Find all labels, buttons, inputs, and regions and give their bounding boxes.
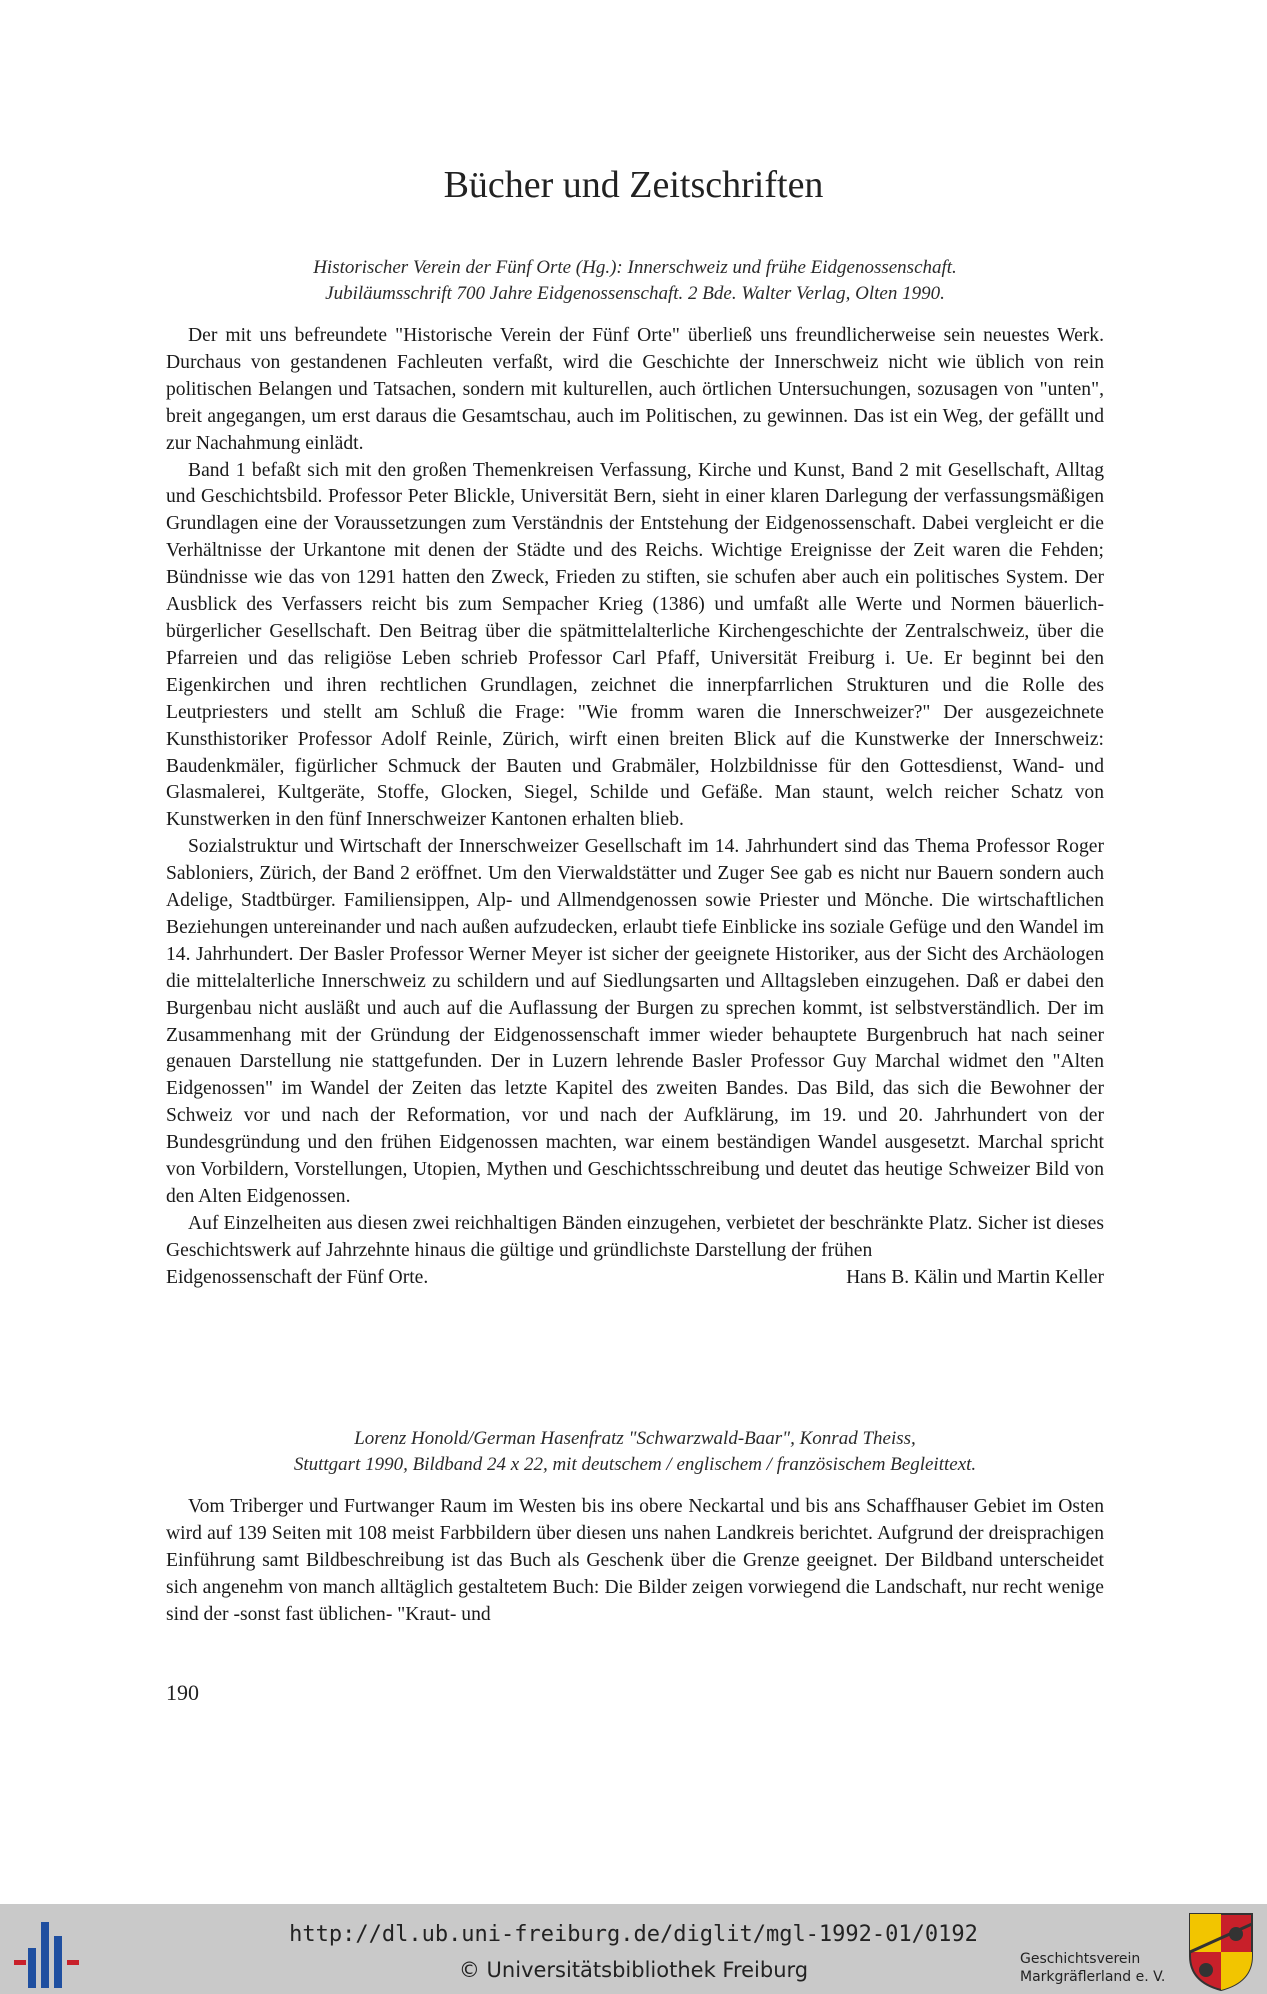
page-number: 190 [166, 1680, 199, 1705]
review-paragraph-end: Eidgenossenschaft der Fünf Orte. [166, 1266, 429, 1288]
citation-line: Stuttgart 1990, Bildband 24 x 22, mit deutschem / englischem / französischem Begleittext. [293, 1454, 977, 1475]
review-paragraph: Sozialstruktur und Wirtschaft der Innerschweizer Gesellschaft im 14. Jahrhundert sind das Thema Professor Roger Sabloniers, Zürich, der Band 2 eröffnet. Um den Vierwaldstätter und Zuger See gab es nicht nur Bauern sondern auch Adelige, Stadtbürger. Familiensippen, Alp- und Allmendgenossen sowie Priester und Mönche. Die wirtschaftlichen Beziehungen untereinander und nach außen aufzudecken, erlaubt tiefe Einblicke ins soziale Gefüge und den Wandel im 14. Jahrhundert. Der Basler Professor Werner Meyer ist sicher der geeignete Historiker, aus der Sicht des Archäologen die mittelalterliche Innerschweiz zu schildern und auf Siedlungsarten und Alltagsleben einzugehen. Daß er dabei den Burgenbau nicht ausläßt und auch auf die Auflassung der Burgen zu sprechen kommt, ist selbstverständlich. Der im Zusammenhang mit der Gründung der Eidgenossenschaft immer wieder behauptete Burgenbruch hat nach seiner genauen Darstellung nie stattgefunden. Der in Luzern lehrende Basler Professor Guy Marchal widmet den "Alten Eidgenossen" im Wandel der Zeiten das letzte Kapitel des zweiten Bandes. Das Bild, das sich die Bewohner der Schweiz vor und nach der Reformation, vor und nach der Aufklärung, im 19. und 20. Jahrhundert von der Bundesgründung und den frühen Eidgenossen machten, war einem beständigen Wandel ausgesetzt. Marchal spricht von Vorbildern, Vorstellungen, Utopien, Mythen und Geschichtsschreibung und deutet das heutige Schweizer Bild von den Alten Eidgenossen. [166, 836, 1104, 1207]
page-title: Bücher und Zeitschriften [443, 164, 824, 206]
society-name [1020, 1950, 1165, 1986]
review-paragraph: Auf Einzelheiten aus diesen zwei reichhaltigen Bänden einzugehen, verbietet der beschränkte Platz. Sicher ist dieses Geschichtswerk auf Jahrzehnte hinaus die gültige und gründlichste Darstellung der frühen [166, 1212, 1104, 1261]
review-1-citation [166, 255, 1104, 307]
review-1 [166, 255, 1104, 1292]
citation-line: Historischer Verein der Fünf Orte (Hg.): Innerschweiz und frühe Eidgenossenschaft. [313, 257, 957, 278]
review-paragraph: Der mit uns befreundete "Historische Verein der Fünf Orte" überließ uns freundlicherweise sein neuestes Werk. Durchaus von gestandenen Fachleuten verfaßt, wird die Geschichte der Innerschweiz nicht wie üblich von rein politischen Belangen und Tatsachen, sondern mit kulturellen, auch örtlichen Untersuchungen, sozusagen von "unten", breit angegangen, um erst daraus die Gesamtschau, auch im Politischen, zu gewinnen. Das ist ein Weg, der gefällt und zur Nachahmung einlädt. [166, 325, 1104, 454]
footer-url-link[interactable]: http://dl.ub.uni-freiburg.de/diglit/mgl-1992-01/0192 [289, 1922, 978, 1947]
citation-line: Lorenz Honold/German Hasenfratz "Schwarzwald-Baar", Konrad Theiss, [354, 1428, 916, 1449]
review-2-citation [166, 1426, 1104, 1478]
review-paragraph: Band 1 befaßt sich mit den großen Themenkreisen Verfassung, Kirche und Kunst, Band 2 mit Gesellschaft, Alltag und Geschichtsbild. Professor Peter Blickle, Universität Bern, sieht in einer klaren Darlegung der verfassungsmäßigen Grundlagen eine der Voraussetzungen zum Verständnis der Entstehung der Eidgenossenschaft. Dabei vergleicht er die Verhältnisse der Urkantone mit denen der Städte und des Reichs. Wichtige Ereignisse der Zeit waren die Fehden; Bündnisse wie das von 1291 hatten den Zweck, Frieden zu stiften, sie schufen aber auch ein politisches System. Der Ausblick des Verfassers reicht bis zum Sempacher Krieg (1386) und umfaßt alle Werte und Normen bäuerlich-bürgerlicher Gesellschaft. Den Beitrag über die spätmittelalterliche Kirchengeschichte der Zentralschweiz, über die Pfarreien und das religiöse Leben schrieb Professor Carl Pfaff, Universität Freiburg i. Ue. Er beginnt bei den Eigenkirchen und ihren rechtlichen Grundlagen, zeichnet die innerpfarrlichen Strukturen und die Rolle des Leutpriesters und stellt am Schluß die Frage: "Wie fromm waren die Innerschweizer?" Der ausgezeichnete Kunsthistoriker Professor Adolf Reinle, Zürich, wirft einen breiten Blick auf die Kunstwerke der Innerschweiz: Baudenkmäler, figürlicher Schmuck der Bauten und Grabmäler, Holzbildnisse für den Gottesdienst, Wand- und Glasmalerei, Kultgeräte, Stoffe, Glocken, Siegel, Schilde und Gefäße. Man staunt, welch reicher Schatz von Kunstwerken in den fünf Innerschweizer Kantonen erhalten blieb. [166, 459, 1104, 831]
review-2 [166, 1426, 1104, 1629]
citation-line: Jubiläumsschrift 700 Jahre Eidgenossenschaft. 2 Bde. Walter Verlag, Olten 1990. [325, 283, 945, 304]
review-signature: Hans B. Kälin und Martin Keller [846, 1266, 1104, 1288]
footer-bar [0, 1904, 1267, 1994]
footer-copyright: © Universitätsbibliothek Freiburg [458, 1958, 809, 1982]
society-line: Markgräflerland e. V. [1020, 1969, 1166, 1985]
review-1-signature-line [166, 1265, 1104, 1292]
review-paragraph: Vom Triberger und Furtwanger Raum im Westen bis ins obere Neckartal und bis ans Schaffhauser Gebiet im Osten wird auf 139 Seiten mit 108 meist Farbbildern über diesen uns nahen Landkreis berichtet. Aufgrund der dreisprachigen Einführung samt Bildbeschreibung ist das Buch als Geschenk über die Grenze geeignet. Der Bildband unterscheidet sich angenehm von manch alltäglich gestaltetem Buch: Die Bilder zeigen vorwiegend die Landschaft, nur recht wenige sind der -sonst fast üblichen- "Kraut- und [166, 1496, 1104, 1625]
society-line: Geschichtsverein [1020, 1951, 1141, 1967]
coat-of-arms-icon [1188, 1912, 1254, 1992]
